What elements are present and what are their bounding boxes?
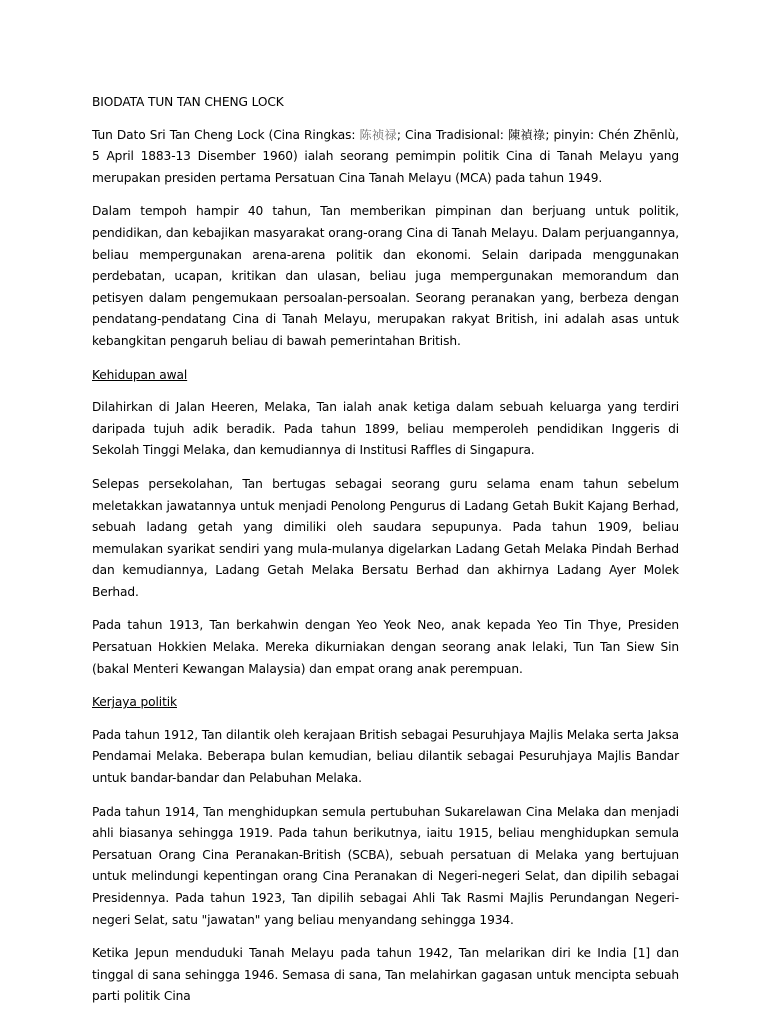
- section-heading-early-life: Kehidupan awal: [92, 367, 188, 382]
- paragraph-early-career: Selepas persekolahan, Tan bertugas sebagai seorang guru selama enam tahun sebelum meletakkan jawatannya untuk menjadi Penolong Pengurus di Ladang Getah Bukit Kajang Berhad, sebuah ladang getah yang dimiliki oleh saudara sepupunya. Pada tahun 1909, beliau memulakan syarikat sendiri yang mula-mulanya digelarkan Ladang Getah Melaka Pindah Berhad dan kemudiannya, Ladang Getah Melaka Bersatu Berhad dan akhirnya Ladang Ayer Molek Berhad.: [92, 476, 679, 599]
- paragraph-japanese-occupation: Ketika Jepun menduduki Tanah Melayu pada tahun 1942, Tan melarikan diri ke India [1] dan tinggal di sana sehingga 1946. Semasa di sana, Tan melahirkan gagasan untuk mencipta sebuah parti politik Cina: [92, 946, 679, 1004]
- intro-text-end: ; Cina Tradisional: 陳禎祿; pinyin: Chén Zhēnlù, 5 April 1883-13 Disember 1960) ialah seorang pemimpin politik Cina di Tanah Melayu yang merupakan presiden pertama Persatuan Cina Tanah Melayu (MCA) pada tahun 1949.: [92, 127, 679, 185]
- section-heading-political-career: Kerjaya politik: [92, 695, 177, 710]
- paragraph-leadership: Dalam tempoh hampir 40 tahun, Tan memberikan pimpinan dan berjuang untuk politik, pendidikan, dan kebajikan masyarakat orang-orang Cina di Tanah Melayu. Dalam perjuangannya, beliau mempergunakan arena-arena politik dan ekonomi. Selain daripada menggunakan perdebatan, ucapan, kritikan dan ulasan, beliau juga mempergunakan memorandum dan petisyen dalam pengemukaan persoalan-persoalan. Seorang peranakan yang, berbeza dengan pendatang-pendatang Cina di Tanah Melayu, merupakan rakyat British, ini adalah asas untuk kebangkitan pengaruh beliau di bawah pemerintahan British.: [92, 204, 679, 348]
- intro-paragraph: [92, 125, 679, 190]
- document-title: BIODATA TUN TAN CHENG LOCK: [92, 95, 284, 109]
- paragraph-birth-education: Dilahirkan di Jalan Heeren, Melaka, Tan ialah anak ketiga dalam sebuah keluarga yang terdiri daripada tujuh adik beradik. Pada tahun 1899, beliau memperoleh pendidikan Inggeris di Sekolah Tinggi Melaka, dan kemudiannya di Institusi Raffles di Singapura.: [92, 400, 679, 458]
- paragraph-marriage: Pada tahun 1913, Tan berkahwin dengan Yeo Yeok Neo, anak kepada Yeo Tin Thye, Presiden Persatuan Hokkien Melaka. Mereka dikurniakan dengan seorang anak lelaki, Tun Tan Siew Sin (bakal Menteri Kewangan Malaysia) dan empat orang anak perempuan.: [92, 618, 679, 676]
- document-body: [92, 92, 679, 1020]
- paragraph-activities-1914: Pada tahun 1914, Tan menghidupkan semula pertubuhan Sukarelawan Cina Melaka dan menjadi ahli biasanya sehingga 1919. Pada tahun berikutnya, iaitu 1915, beliau menghidupkan semula Persatuan Orang Cina Peranakan-British (SCBA), sebuah persatuan di Melaka yang bertujuan untuk melindungi kepentingan orang Cina Peranakan di Negeri-negeri Selat, dan dipilih sebagai Presidennya. Pada tahun 1923, Tan dipilih sebagai Ahli Tak Rasmi Majlis Perundangan Negeri-negeri Selat, satu "jawatan" yang beliau menyandang sehingga 1934.: [92, 804, 679, 927]
- intro-text-start: Tun Dato Sri Tan Cheng Lock (Cina Ringkas:: [92, 127, 360, 142]
- simplified-chinese-name: 陈祯禄: [359, 127, 397, 142]
- paragraph-appointment-1912: Pada tahun 1912, Tan dilantik oleh kerajaan British sebagai Pesuruhjaya Majlis Melaka serta Jaksa Pendamai Melaka. Beberapa bulan kemudian, beliau dilantik sebagai Pesuruhjaya Majlis Bandar untuk bandar-bandar dan Pelabuhan Melaka.: [92, 727, 679, 786]
